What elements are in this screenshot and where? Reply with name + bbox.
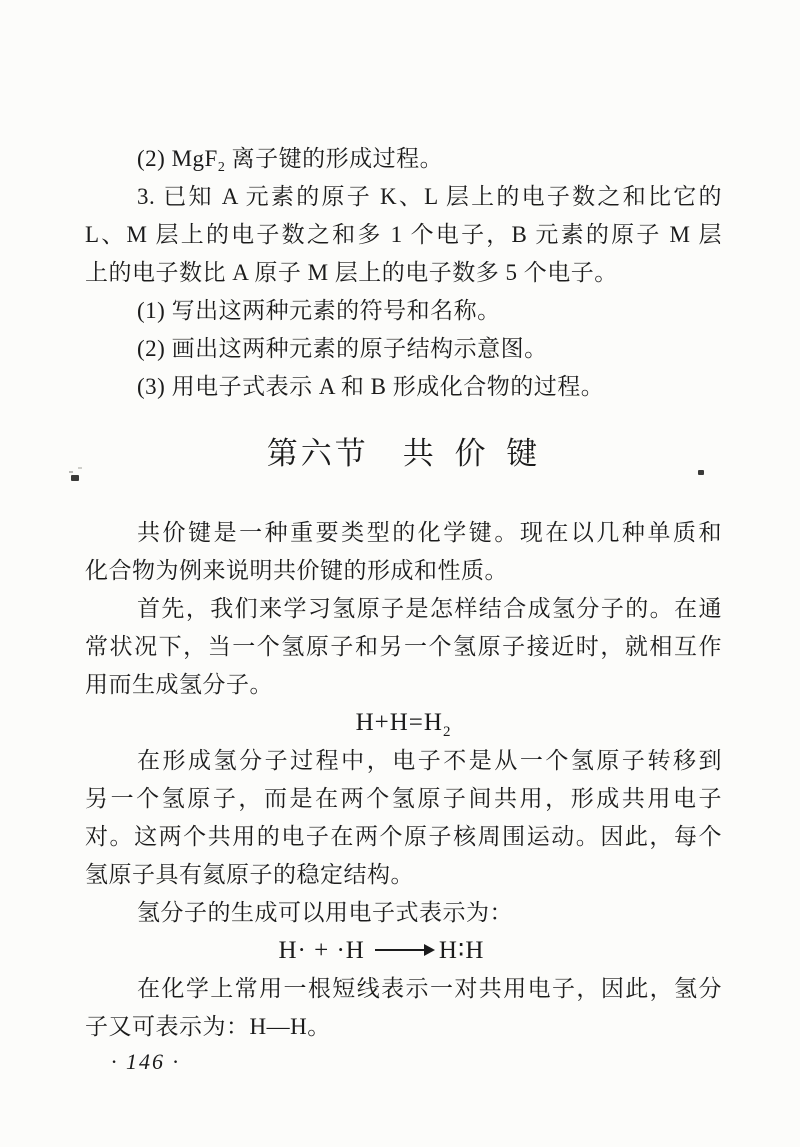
body-p1-line2: 化合物为例来说明共价键的形成和性质。 — [85, 558, 508, 583]
body-p3-line1: 在形成氢分子过程中，电子不是从一个氢原子转移到 — [137, 748, 722, 773]
body-p2-line1: 首先，我们来学习氢原子是怎样结合成氢分子的。在通 — [137, 596, 722, 621]
exercise-item3-line2: L、M 层上的电子数之和多 1 个电子，B 元素的原子 M 层 — [85, 222, 722, 247]
exercise-part-q3: (3) 用电子式表示 A 和 B 形成化合物的过程。 — [137, 374, 605, 399]
exercise-item3-line1: 3. 已知 A 元素的原子 K、L 层上的电子数之和比它的 — [137, 184, 722, 209]
body-p5-line1: 在化学上常用一根短线表示一对共用电子，因此，氢分 — [137, 976, 722, 1001]
formula1-subscript: 2 — [442, 724, 452, 740]
body-p5-line2: 子又可表示为：H—H。 — [85, 1014, 331, 1039]
exercise-part-q2: (2) 画出这两种元素的原子结构示意图。 — [137, 336, 548, 361]
body-p3-line4: 氢原子具有氦原子的稳定结构。 — [85, 862, 414, 887]
formula1-main: H+H=H — [355, 709, 443, 736]
section-title: 共 价 键 — [402, 436, 541, 471]
exercise-part-q1: (1) 写出这两种元素的符号和名称。 — [137, 298, 501, 323]
mgf2-subscript: 2 — [217, 160, 226, 175]
exercise-item3-line3: 上的电子数比 A 原子 M 层上的电子数多 5 个电子。 — [85, 260, 618, 285]
exercise-block — [85, 140, 722, 406]
body-p3-line2: 另一个氢原子，而是在两个氢原子间共用，形成共用电子 — [85, 786, 722, 811]
formula-electron-dot-equation — [63, 932, 700, 970]
body-p1-line1: 共价键是一种重要类型的化学键。现在以几种单质和 — [137, 520, 722, 545]
body-p2-line3: 用而生成氢分子。 — [85, 672, 273, 697]
scan-speck-right — [698, 470, 704, 475]
exercise-item2-line — [85, 140, 722, 178]
body-text-block — [85, 514, 722, 1046]
long-right-arrow-icon — [375, 949, 433, 951]
scan-speck-left — [71, 475, 79, 481]
formula-hydrogen-equation — [85, 704, 722, 742]
section-heading — [85, 436, 722, 472]
section-number: 第六节 — [266, 436, 369, 471]
body-p4-line1: 氢分子的生成可以用电子式表示为： — [137, 900, 513, 925]
exercise-item2-prefix: (2) MgF — [137, 146, 218, 171]
body-p3-line3: 对。这两个共用的电子在两个原子核周围运动。因此，每个 — [85, 824, 722, 849]
formula2-left: H· + ·H — [278, 937, 365, 964]
formula2-right: H∶H — [438, 937, 485, 964]
page-content — [85, 140, 722, 1076]
body-p2-line2: 常状况下，当一个氢原子和另一个氢原子接近时，就相互作 — [85, 634, 722, 659]
exercise-item2-suffix: 离子键的形成过程。 — [225, 146, 444, 171]
page-number: · 146 · — [111, 1049, 180, 1074]
